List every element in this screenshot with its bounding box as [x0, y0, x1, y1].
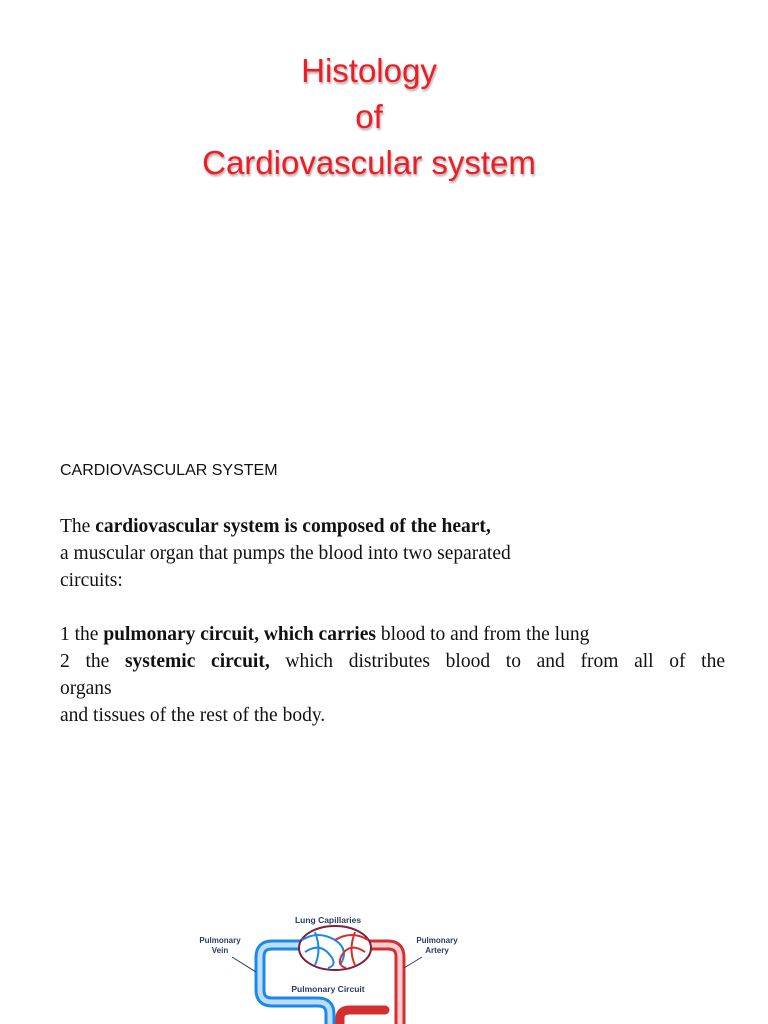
- list-item-1: [60, 621, 725, 648]
- pulmonary-artery-label-1: Pulmonary: [416, 936, 458, 945]
- list-item-2: [60, 648, 725, 675]
- document-title: [0, 48, 738, 186]
- pulmonary-artery-label-2: Artery: [425, 946, 449, 955]
- vein-leader-line: [232, 957, 256, 972]
- pulmonary-vein-label-2: Vein: [211, 946, 229, 955]
- title-line-3: Cardiovascular system: [202, 144, 536, 181]
- pulmonary-circuit-diagram: [190, 910, 480, 1024]
- list-item-1-number: 1 the: [60, 624, 104, 645]
- list-item-2-number: 2 the: [60, 651, 125, 672]
- section-heading: CARDIOVASCULAR SYSTEM: [60, 462, 278, 479]
- circuits-list: [60, 621, 725, 729]
- list-item-2-bold: systemic circuit,: [124, 651, 270, 672]
- title-line-2: of: [355, 98, 383, 135]
- lung-capillaries-bed: [299, 926, 371, 970]
- list-item-3: and tissues of the rest of the body.: [60, 705, 326, 726]
- pulmonary-vein-label-1: Pulmonary: [199, 936, 241, 945]
- intro-line-3: circuits:: [60, 570, 123, 591]
- intro-line-1-bold: cardiovascular system is composed of the heart,: [95, 516, 491, 537]
- intro-line-2: a muscular organ that pumps the blood into two separated: [60, 543, 511, 564]
- list-item-2-rest: which distributes blood to and from all of the: [269, 651, 725, 672]
- intro-line-1: [60, 513, 725, 540]
- artery-leader-line: [404, 957, 422, 968]
- pulmonary-circuit-label: Pulmonary Circuit: [291, 984, 365, 994]
- intro-line-1-start: The: [60, 516, 96, 537]
- title-line-1: Histology: [301, 52, 437, 89]
- lung-capillaries-label: Lung Capillaries: [294, 915, 362, 925]
- systemic-return-vessel: [340, 1010, 385, 1024]
- list-item-2-continuation: organs: [60, 678, 112, 699]
- intro-paragraph: [60, 513, 725, 594]
- list-item-1-bold: pulmonary circuit, which carries: [103, 624, 376, 645]
- list-item-1-rest: blood to and from the lung: [375, 624, 590, 645]
